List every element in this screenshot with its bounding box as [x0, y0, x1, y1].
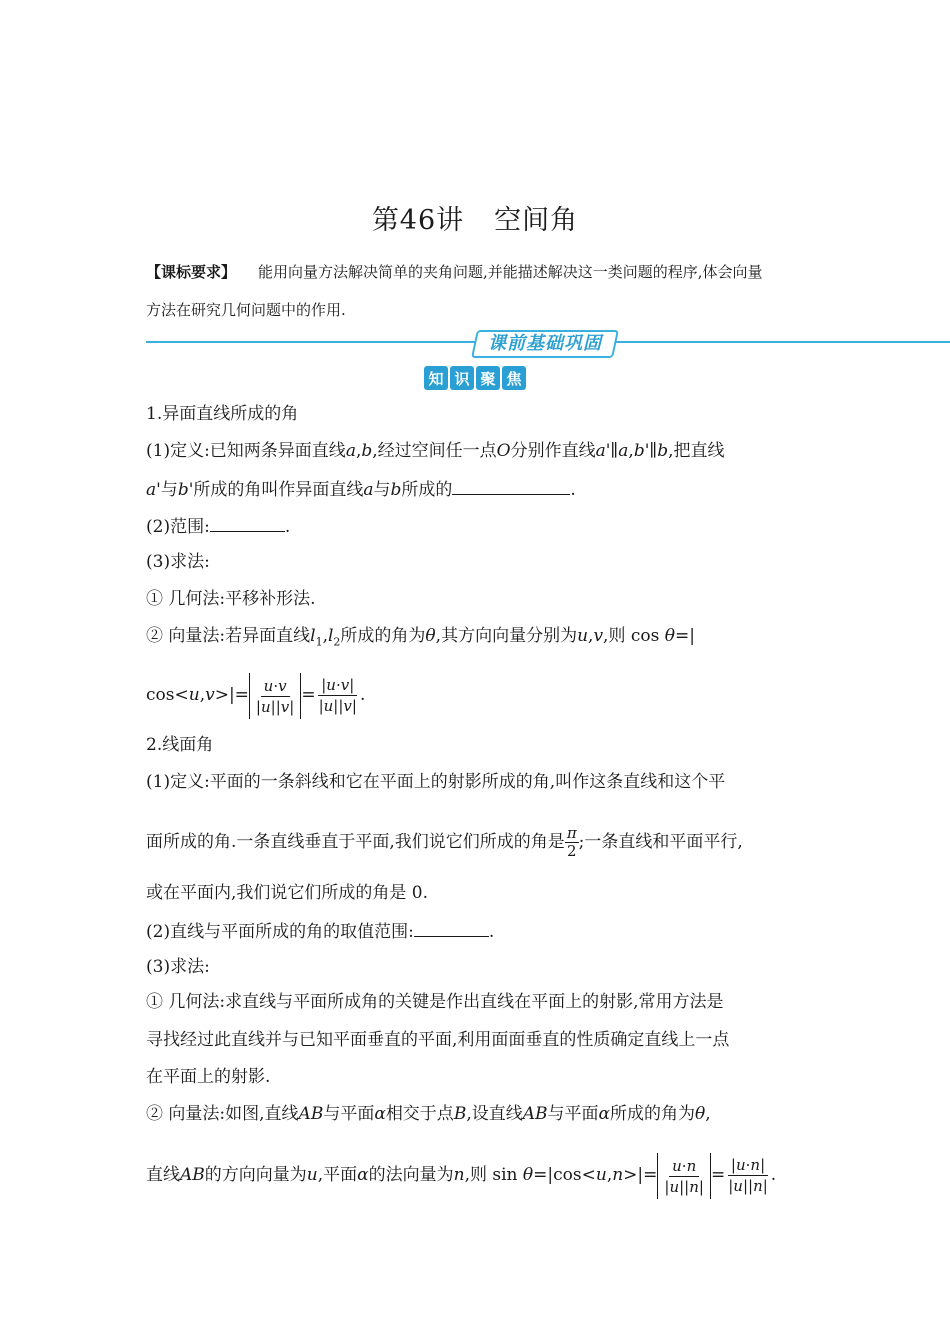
s1-definition-line2: a'与b'所成的角叫作异面直线a与b所成的 . [146, 476, 576, 502]
s2-definition-line1: (1)定义:平面的一条斜线和它在平面上的射影所成的角,叫作这条直线和这个平 [146, 772, 726, 792]
s2-method: (3)求法: [146, 957, 210, 977]
requirement-tag: 【课标要求】 [146, 263, 237, 281]
chip: 焦 [502, 366, 526, 390]
chip: 识 [450, 366, 474, 390]
s1-range: (2)范围: . [146, 513, 290, 539]
lecture-number: 第46讲 [371, 205, 465, 236]
heading-skew-lines-angle: 1.异面直线所成的角 [146, 404, 299, 424]
chip: 知 [424, 366, 448, 390]
s2-range: (2)直线与平面所成的角的取值范围: . [146, 918, 494, 944]
lecture-topic: 空间角 [494, 205, 579, 236]
requirement-text-1: 能用向量方法解决简单的夹角问题,并能描述解决这一类问题的程序,体会向量 [258, 263, 763, 281]
answer-blank[interactable] [210, 513, 285, 532]
curriculum-requirement [146, 262, 763, 282]
s1-definition-line1: (1)定义:已知两条异面直线a,b,经过空间任一点O分别作直线a'∥a,b'∥b,把直线 [146, 441, 725, 461]
chip: 聚 [476, 366, 500, 390]
s1-vector-method: ② 向量法:若异面直线$l_1,l_2$所成的角为θ,其方向向量分别为u,v,则 cos θ=| [146, 626, 695, 649]
page-title [0, 198, 950, 237]
requirement-text-2: 方法在研究几何问题中的作用. [146, 301, 346, 319]
s2-definition-line3: 或在平面内,我们说它们所成的角是 0. [146, 883, 429, 903]
section-banner: 课前基础巩固 [488, 333, 602, 354]
knowledge-focus-header [424, 366, 526, 390]
answer-blank[interactable] [452, 476, 570, 495]
s2-vector-method-1: ② 向量法:如图,直线AB与平面α相交于点B,设直线AB与平面α所成的角为θ, [146, 1104, 711, 1124]
s1-cos-formula: cos<u,v>|= $\frac{u\cdot v}{|u||v|}$ = $\frac{|u\cdot v|}{|u||v|}$ . [146, 672, 365, 719]
s2-vector-method-2: 直线AB的方向向量为u,平面α的法向量为n,则 sin θ=|cos<u,n>|= $\frac{u\cdot n}{|u||n|}$ = $\frac{|u\cdot n|}{|u||n|}$ . [146, 1152, 776, 1199]
s1-geometric-method: ① 几何法:平移补形法. [146, 589, 316, 609]
heading-line-plane-angle: 2.线面角 [146, 735, 214, 755]
s1-method: (3)求法: [146, 552, 210, 572]
s2-geometric-method-3: 在平面上的射影. [146, 1067, 271, 1087]
s2-geometric-method-2: 寻找经过此直线并与已知平面垂直的平面,利用面面垂直的性质确定直线上一点 [146, 1030, 730, 1050]
answer-blank[interactable] [414, 918, 489, 937]
s2-geometric-method-1: ① 几何法:求直线与平面所成角的关键是作出直线在平面上的射影,常用方法是 [146, 992, 724, 1012]
s2-definition-line2: 面所成的角.一条直线垂直于平面,我们说它们所成的角是 $\frac{\pi}{2}$ ;一条直线和平面平行, [146, 824, 743, 860]
